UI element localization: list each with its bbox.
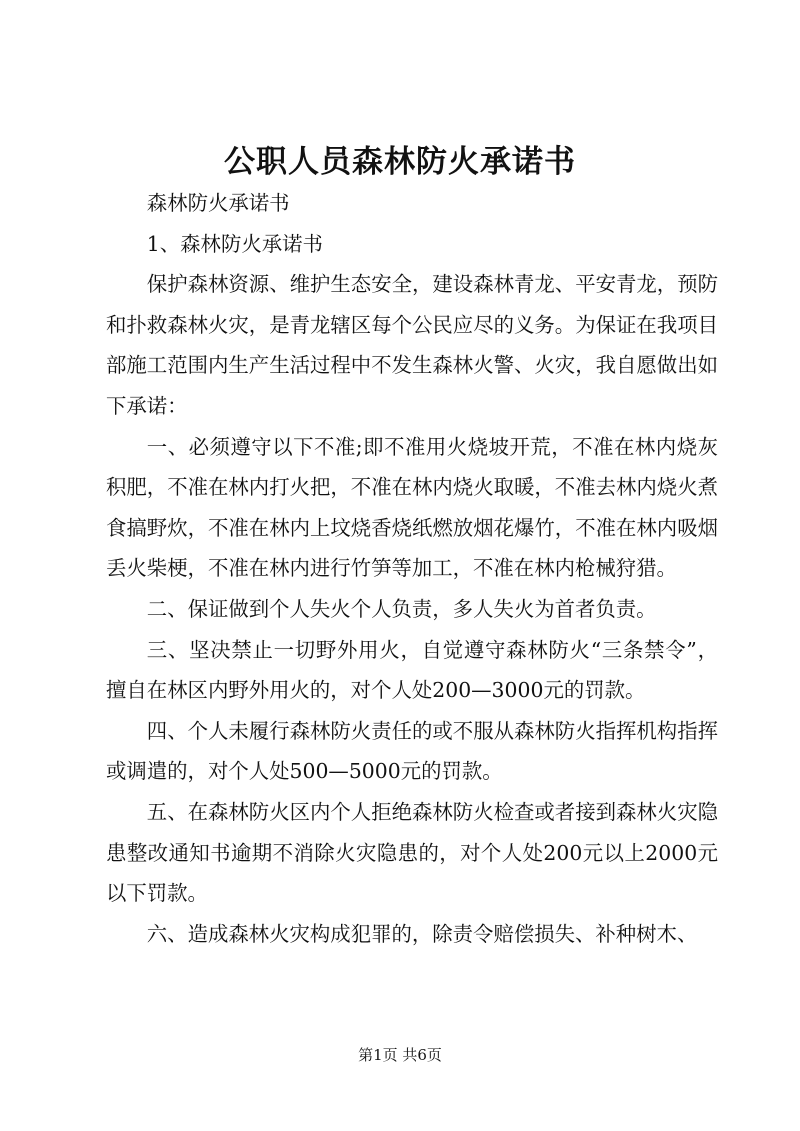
- paragraph-subheading: 1、森林防火承诺书: [146, 231, 323, 256]
- document-title: 公职人员森林防火承诺书: [224, 144, 576, 180]
- paragraph-item-4: 四、个人未履行森林防火责任的或不服从森林防火指挥机构指挥或调遣的，对个人处500—5000元的罚款。: [106, 718, 718, 784]
- paragraph-item-3: 三、坚决禁止一切野外用火，自觉遵守森林防火“三条禁令”，擅自在林区内野外用火的，对个人处200—3000元的罚款。: [106, 637, 718, 703]
- paragraph-intro: 保护森林资源、维护生态安全，建设森林青龙、平安青龙，预防和扑救森林火灾，是青龙辖区每个公民应尽的义务。为保证在我项目部施工范围内生产生活过程中不发生森林火警、火灾，我自愿做出如下承诺：: [106, 272, 718, 418]
- paragraph-item-1: 一、必须遵守以下不准;即不准用火烧坡开荒，不准在林内烧灰积肥，不准在林内打火把，不准在林内烧火取暖，不准去林内烧火煮食搞野炊，不准在林内上坟烧香烧纸燃放烟花爆竹，不准在林内吸烟丢火柴梗，不准在林内进行竹笋等加工，不准在林内枪械狩猎。: [106, 434, 718, 581]
- paragraph-heading: 森林防火承诺书: [146, 191, 290, 215]
- page-number-footer: 第1页 共6页: [358, 1046, 442, 1064]
- document-body: [106, 183, 718, 954]
- paragraph-item-2: 二、保证做到个人失火个人负责，多人失火为首者负责。: [146, 596, 657, 621]
- paragraph-item-6: 六、造成森林火灾构成犯罪的，除责令赔偿损失、补种树木、: [146, 921, 698, 946]
- paragraph-item-5: 五、在森林防火区内个人拒绝森林防火检查或者接到森林火灾隐患整改通知书逾期不消除火灾隐患的，对个人处200元以上2000元以下罚款。: [106, 799, 718, 906]
